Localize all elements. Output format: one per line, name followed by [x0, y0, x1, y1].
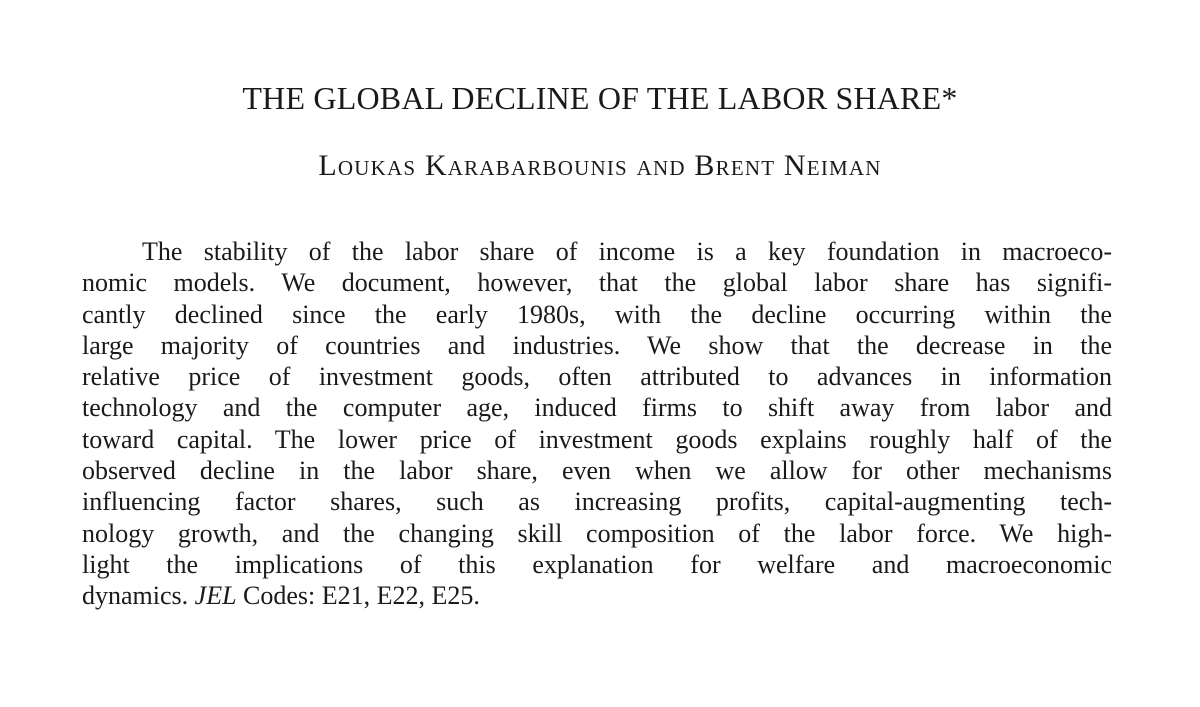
- abstract-line: toward capital. The lower price of investment goods explains roughly half of the: [82, 424, 1112, 454]
- abstract-line: cantly declined since the early 1980s, with the decline occurring within the: [82, 299, 1112, 329]
- abstract-last-line-text: dynamics.: [82, 581, 195, 611]
- abstract-line: influencing factor shares, such as increasing profits, capital-augmenting tech-: [82, 487, 1112, 517]
- abstract-line: relative price of investment goods, often attributed to advances in information: [82, 362, 1112, 392]
- abstract-line: large majority of countries and industries. We show that the decrease in the: [82, 330, 1112, 360]
- abstract-line: nomic models. We document, however, that the global labor share has signifi-: [82, 268, 1112, 298]
- paper-title: THE GLOBAL DECLINE OF THE LABOR SHARE*: [242, 80, 958, 116]
- abstract-last-line: [82, 580, 1112, 611]
- jel-label: JEL: [194, 581, 237, 611]
- jel-codes: Codes: E21, E22, E25.: [236, 581, 480, 611]
- paper-authors: Loukas Karabarbounis and Brent Neiman: [318, 149, 882, 182]
- abstract-line: nology growth, and the changing skill composition of the labor force. We high-: [82, 518, 1112, 548]
- abstract-line: observed decline in the labor share, even when we allow for other mechanisms: [82, 456, 1112, 486]
- abstract-line: light the implications of this explanation for welfare and macroeconomic: [82, 549, 1112, 579]
- abstract-line: The stability of the labor share of income is a key foundation in macroeco-: [142, 237, 1112, 266]
- abstract-line: technology and the computer age, induced firms to shift away from labor and: [82, 393, 1112, 423]
- abstract: [82, 236, 1112, 612]
